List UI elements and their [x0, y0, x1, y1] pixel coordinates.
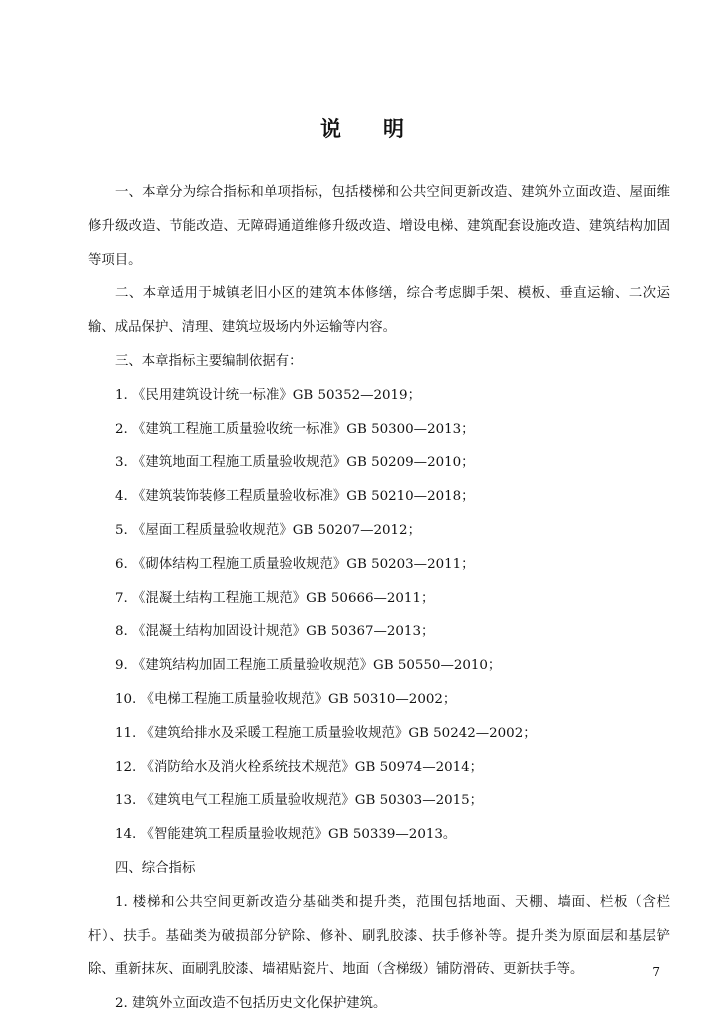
basis-list-item: 5. 《屋面工程质量验收规范》GB 50207—2012； — [115, 522, 421, 538]
basis-list-item: 11. 《建筑给排水及采暖工程施工质量验收规范》GB 50242—2002； — [115, 725, 537, 741]
page-title — [0, 113, 724, 143]
basis-list-item: 10. 《电梯工程施工质量验收规范》GB 50310—2002； — [115, 691, 457, 707]
page-title-char-1: 说 — [320, 117, 341, 141]
page-title-char-2: 明 — [383, 117, 404, 141]
page-number: 7 — [652, 965, 660, 979]
basis-list-item: 14. 《智能建筑工程质量验收规范》GB 50339—2013。 — [115, 827, 457, 843]
section-four-item-stairs: 1. 楼梯和公共空间更新改造分基础类和提升类，范围包括地面、天棚、墙面、栏板（含栏杆）、扶手。基础类为破损部分铲除、修补、刷乳胶漆、扶手修补等。提升类为原面层和基层铲除、重新抹灰、面刷乳胶漆、墙裙贴瓷片、地面（含梯级）铺防滑砖、更新扶手等。 — [88, 894, 670, 978]
section-four-heading: 四、综合指标 — [115, 860, 196, 876]
paragraph-scope: 一、本章分为综合指标和单项指标，包括楼梯和公共空间更新改造、建筑外立面改造、屋面维修升级改造、节能改造、无障碍通道维修升级改造、增设电梯、建筑配套设施改造、建筑结构加固等项目。 — [88, 185, 670, 268]
basis-list-item: 8. 《混凝土结构加固设计规范》GB 50367—2013； — [115, 624, 435, 640]
basis-list-item: 12. 《消防给水及消火栓系统技术规范》GB 50974—2014； — [115, 759, 484, 775]
basis-list-item: 2. 《建筑工程施工质量验收统一标准》GB 50300—2013； — [115, 421, 475, 437]
basis-list-item: 9. 《建筑结构加固工程施工质量验收规范》GB 50550—2010； — [115, 658, 502, 674]
basis-list-item: 13. 《建筑电气工程施工质量验收规范》GB 50303—2015； — [115, 793, 484, 809]
basis-list-item: 6. 《砌体结构工程施工质量验收规范》GB 50203—2011； — [115, 556, 475, 572]
section-four-item-facade: 2. 建筑外立面改造不包括历史文化保护建筑。 — [115, 996, 387, 1012]
basis-list-item: 4. 《建筑装饰装修工程质量验收标准》GB 50210—2018； — [115, 489, 475, 505]
paragraph-applicability: 二、本章适用于城镇老旧小区的建筑本体修缮，综合考虑脚手架、模板、垂直运输、二次运输、成品保护、清理、建筑垃圾场内外运输等内容。 — [88, 286, 670, 336]
basis-list-item: 1. 《民用建筑设计统一标准》GB 50352—2019； — [115, 387, 421, 403]
basis-list-item: 3. 《建筑地面工程施工质量验收规范》GB 50209—2010； — [115, 455, 475, 471]
paragraph-basis-intro: 三、本章指标主要编制依据有： — [115, 353, 303, 369]
basis-list-item: 7. 《混凝土结构工程施工规范》GB 50666—2011； — [115, 590, 435, 606]
document-body — [88, 176, 670, 1021]
